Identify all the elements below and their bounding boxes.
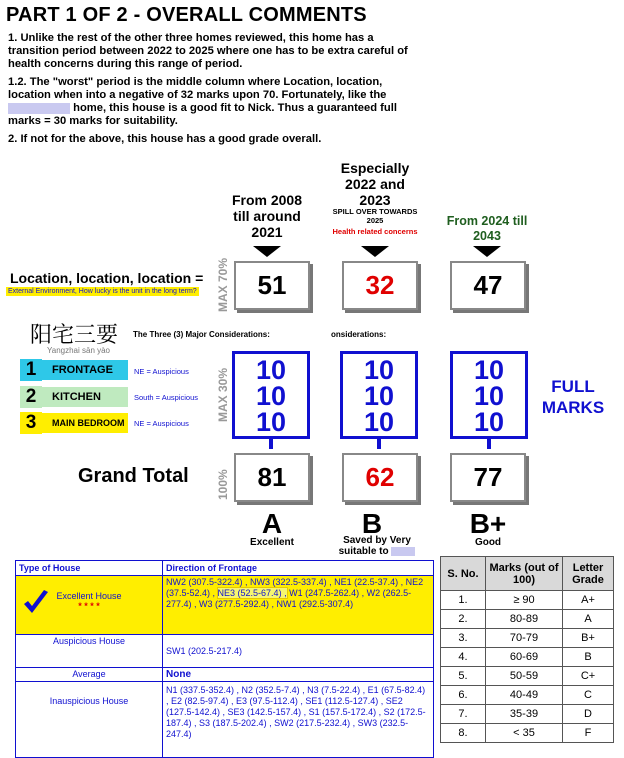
grade-marks-cell: < 35 (486, 724, 563, 743)
grade-table-header-letter: Letter Grade (563, 557, 614, 591)
grade-sno-cell: 8. (441, 724, 486, 743)
item-kitchen: KITCHEN (42, 387, 128, 407)
checkmark-icon (22, 590, 50, 616)
grade-letter-cell: F (563, 724, 614, 743)
max70-label: MAX 70% (216, 257, 230, 312)
col3-arrow (473, 246, 501, 257)
grade-marks-cell: 70-79 (486, 629, 563, 648)
col3-grand-total (450, 453, 526, 502)
pinyin: Yangzhai sān yào (47, 346, 111, 355)
table-row (441, 610, 614, 629)
col1-grade: A (261, 508, 283, 539)
col1-grand-total (234, 453, 310, 502)
excellent-house-label: Excellent House (56, 591, 122, 601)
col1-location-value: 51 (257, 270, 287, 300)
grade-sno-cell: 6. (441, 686, 486, 705)
col1-arrow (253, 246, 281, 257)
col2-grade-sub (336, 535, 418, 557)
grade-sno-cell: 1. (441, 591, 486, 610)
item-2-note: South = Auspicious (134, 393, 199, 402)
grade-marks-cell: 80-89 (486, 610, 563, 629)
table-row (441, 724, 614, 743)
grade-letter-cell: B (563, 648, 614, 667)
col2-considerations-box (340, 351, 418, 439)
grade-letter-cell: B+ (563, 629, 614, 648)
average-house-label: Average (16, 668, 163, 682)
col2-grade: B (361, 508, 383, 539)
col2-total-value: 62 (365, 462, 395, 492)
grade-letter-cell: C+ (563, 667, 614, 686)
excellent-dir-a: NW2 (307.5-322.4) , NW3 (322.5-337.4) , NE1 (22.5-37.4) , NE2 (37.5-52.4) , (166, 577, 424, 598)
auspicious-house-directions: SW1 (202.5-217.4) (163, 635, 434, 668)
grade-table-header-sno: S. No. (441, 557, 486, 591)
grade-sno-cell: 7. (441, 705, 486, 724)
comment-1: 1. Unlike the rest of the other three homes reviewed, this home has a transition period between 2022 to 2025 where one has to be extra careful of health concerns during this range of period. (8, 32, 408, 70)
grade-table-body (441, 591, 614, 743)
grade-marks-cell: 35-39 (486, 705, 563, 724)
redacted-name-2 (391, 547, 415, 556)
col1-bedroom-score: 10 (255, 407, 287, 437)
col3-head: From 2024 till 2043 (446, 214, 528, 243)
item-1-note: NE = Auspicious (134, 367, 189, 376)
table-row (16, 668, 434, 682)
grade-sno-cell: 3. (441, 629, 486, 648)
location-note: External Environment, How lucky is the unit in the long term? (8, 288, 197, 295)
table-row (441, 591, 614, 610)
house-type-table (15, 560, 434, 758)
average-house-directions: None (163, 668, 434, 682)
auspicious-house-label: Auspicious House (16, 635, 163, 668)
col3-considerations-box (450, 351, 528, 439)
col1-grade-sub: Excellent (250, 537, 294, 548)
location-label: Location, location, location = (10, 270, 204, 286)
table-row (441, 705, 614, 724)
grade-letter-cell: A+ (563, 591, 614, 610)
grade-sno-cell: 4. (441, 648, 486, 667)
grade-marks-cell: 60-69 (486, 648, 563, 667)
grade-scale-table (440, 556, 614, 743)
grade-letter-cell: D (563, 705, 614, 724)
excellent-dir-b: W1 (247.5-262.4) , W2 (262.5-277.4) , W3 (277.5-292.4) , NW1 (292.5-307.4) (166, 588, 412, 609)
house-table-header-type: Type of House (16, 561, 163, 576)
col2-frontage-score: 10 (363, 355, 395, 385)
col1-location-score (234, 261, 310, 310)
table-row (16, 635, 434, 668)
col2-grade-sub-text: Saved by Very suitable to (338, 535, 411, 557)
inauspicious-house-label: Inauspicious House (16, 682, 163, 758)
col2-health: Health related concerns (332, 227, 418, 236)
table-row (441, 629, 614, 648)
grade-marks-cell: 50-59 (486, 667, 563, 686)
col3-location-score (450, 261, 526, 310)
comment-1-2-part-a: 1.2. The "worst" period is the middle column where Location, location, location when into a negative of 32 marks upon 70. Fortunately, like the (8, 76, 387, 101)
three-major-considerations: The Three (3) Major Considerations: (133, 330, 270, 339)
col2-stem (377, 439, 381, 449)
grade-letter-cell: C (563, 686, 614, 705)
col2-kitchen-score: 10 (363, 381, 395, 411)
comment-1-2 (8, 76, 418, 128)
chinese-title: 阳宅三要 (30, 323, 119, 348)
max30-label: MAX 30% (216, 367, 230, 422)
house-table-header-direction: Direction of Frontage (163, 561, 434, 576)
col1-stem (269, 439, 273, 449)
item-main-bedroom: MAIN BEDROOM (42, 413, 128, 433)
grade-sno-cell: 5. (441, 667, 486, 686)
comment-1-2-part-b: home, this house is a good fit to Nick. Thus a guaranteed full marks = 30 marks for suitability. (8, 102, 397, 127)
table-row (16, 682, 434, 758)
grade-marks-cell: ≥ 90 (486, 591, 563, 610)
item-3-note: NE = Auspicious (134, 419, 189, 428)
col2-spill: SPILL OVER TOWARDS 2025 (332, 207, 418, 225)
col3-stem (487, 439, 491, 449)
col3-location-value: 47 (473, 270, 503, 300)
grade-marks-cell: 40-49 (486, 686, 563, 705)
table-row (441, 648, 614, 667)
col3-grade-sub: Good (474, 537, 502, 548)
excellent-house-stars: * * * * (78, 601, 100, 611)
item-1-number: 1 (20, 359, 42, 381)
item-3-number: 3 (20, 412, 42, 434)
col1-considerations-box (232, 351, 310, 439)
excellent-house-cell (16, 576, 163, 635)
col3-bedroom-score: 10 (473, 407, 505, 437)
col1-head: From 2008 till around 2021 (231, 192, 303, 240)
col1-kitchen-score: 10 (255, 381, 287, 411)
page-title: PART 1 OF 2 - OVERALL COMMENTS (6, 4, 367, 26)
full-marks-label: FULL MARKS (541, 377, 605, 417)
item-2-number: 2 (20, 386, 42, 408)
col3-total-value: 77 (473, 462, 503, 492)
excellent-house-directions (163, 576, 434, 635)
col2-arrow (361, 246, 389, 257)
comment-2: 2. If not for the above, this house has a good grade overall. (8, 133, 322, 145)
item-frontage: FRONTAGE (42, 360, 128, 380)
col3-kitchen-score: 10 (473, 381, 505, 411)
inauspicious-house-directions: N1 (337.5-352.4) , N2 (352.5-7.4) , N3 (7.5-22.4) , E1 (67.5-82.4) , E2 (82.5-97.4) , E3 (97.5-112.4) , SE1 (112.5-127.4) , SE2 (127.5-142.4) , SE3 (142.5-157.4) , S1 (157.5-172.4) , S2 (172.5-187.4) , S3 (187.5-202.4) , SW2 (217.5-232.4) , SW3 (232.5-247.4) (163, 682, 434, 758)
col1-total-value: 81 (257, 462, 287, 492)
col2-head: Especially 2022 and 2023 (340, 160, 410, 208)
col3-frontage-score: 10 (473, 355, 505, 385)
pct100-label: 100% (216, 469, 230, 500)
table-row (16, 576, 434, 635)
col2-location-score (342, 261, 418, 310)
col3-grade: B+ (469, 508, 507, 539)
col2-location-value: 32 (365, 270, 395, 300)
grand-total-label: Grand Total (78, 465, 189, 487)
col2-grand-total (342, 453, 418, 502)
excellent-dir-highlight: NE3 (52.5-67.4) , (217, 588, 287, 598)
grade-table-header-marks: Marks (out of 100) (486, 557, 563, 591)
table-row (441, 667, 614, 686)
col2-bedroom-score: 10 (363, 407, 395, 437)
table-row (441, 686, 614, 705)
grade-sno-cell: 2. (441, 610, 486, 629)
considerations-fragment: onsiderations: (331, 330, 387, 339)
col1-frontage-score: 10 (255, 355, 287, 385)
grade-letter-cell: A (563, 610, 614, 629)
redacted-name (8, 103, 70, 114)
